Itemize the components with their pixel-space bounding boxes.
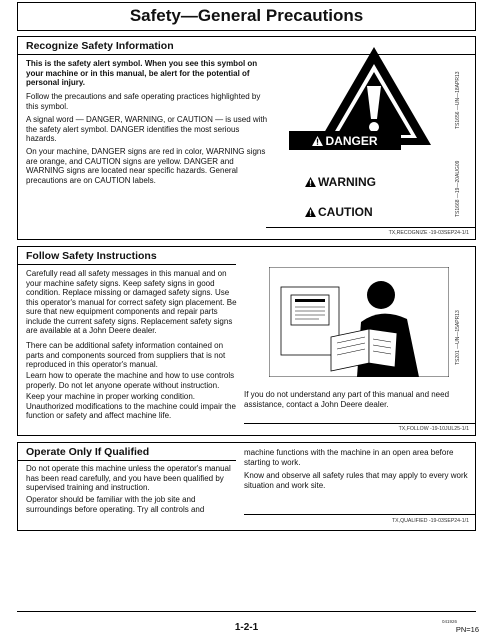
section-heading: Operate Only If Qualified bbox=[26, 446, 150, 458]
warning-triangle-icon bbox=[305, 177, 316, 187]
footer-divider bbox=[17, 611, 476, 612]
warning-triangle-icon bbox=[312, 136, 323, 146]
additional-info-paragraph: There can be additional safety information contained on parts and components sourced from suppliers that is not reproduced in this operator's manual. bbox=[26, 341, 226, 369]
section-follow-safety-instructions bbox=[17, 246, 476, 436]
ref-divider bbox=[244, 514, 475, 515]
ref-divider bbox=[266, 227, 475, 228]
person-reading-manual-illustration bbox=[269, 267, 449, 377]
danger-label: DANGER bbox=[325, 133, 378, 148]
learn-operate-paragraph: Learn how to operate the machine and how to use controls properly. Do not let anyone operate without instruction. bbox=[26, 371, 235, 390]
footer-code: 041926 bbox=[441, 619, 457, 624]
figure-reference: TS201 —UN—15APR13 bbox=[455, 310, 461, 365]
page-title: Safety—General Precautions bbox=[17, 2, 476, 31]
ref-divider bbox=[244, 423, 475, 424]
section-recognize-safety-information bbox=[17, 36, 476, 240]
caution-sign bbox=[305, 205, 373, 219]
section-heading: Follow Safety Instructions bbox=[26, 250, 157, 262]
pn-number: PN=16 bbox=[455, 625, 479, 634]
precautions-paragraph: Follow the precautions and safe operating practices highlighted by this symbol. bbox=[26, 92, 261, 111]
section-heading: Recognize Safety Information bbox=[26, 40, 174, 52]
section-reference: TX,FOLLOW -19-10JUL25-1/1 bbox=[398, 426, 469, 432]
warning-sign bbox=[305, 175, 376, 189]
page-number: 1-2-1 bbox=[234, 622, 259, 633]
warning-label: WARNING bbox=[318, 175, 376, 189]
safety-rules-paragraph: Know and observe all safety rules that may apply to every work situation and work site. bbox=[244, 471, 468, 490]
section-reference: TX,RECOGNIZE -19-03SEP24-1/1 bbox=[388, 230, 469, 236]
figure-reference-1: TS1656 —UN—18APR13 bbox=[455, 71, 461, 129]
proper-condition-paragraph: Keep your machine in proper working condition. Unauthorized modifications to the machine could impair the function or safety and affect machine life. bbox=[26, 392, 236, 420]
familiar-job-site-paragraph: Operator should be familiar with the job site and surroundings before operating. Try all controls and bbox=[26, 495, 205, 514]
read-messages-paragraph: Carefully read all safety messages in this manual and on your machine safety signs. Keep safety signs in good condition. Replace missing or damaged safety signs. Use this operator's manual for correct safety sign placement. Be sure that new equipment components and repair parts include the current safety signs. Replacement safety signs are available at a John Deere dealer. bbox=[26, 269, 237, 335]
caution-label: CAUTION bbox=[318, 205, 373, 219]
machine-functions-paragraph: machine functions with the machine in an open area before starting to work. bbox=[244, 448, 454, 467]
alert-symbol-paragraph: This is the safety alert symbol. When you see this symbol on your machine or in this manual, be alert for the potential of personal injury. bbox=[26, 59, 258, 87]
section-operate-only-if-qualified bbox=[17, 442, 476, 531]
figure-reference-2: TS1668 —19—20AUG09 bbox=[455, 160, 461, 217]
do-not-operate-paragraph: Do not operate this machine unless the operator's manual has been read carefully, and you have been qualified by supervised training and instruction. bbox=[26, 464, 231, 492]
heading-divider bbox=[18, 264, 236, 265]
contact-dealer-paragraph: If you do not understand any part of this manual and need assistance, contact a John Deere dealer. bbox=[244, 390, 450, 409]
heading-divider bbox=[18, 460, 236, 461]
warning-triangle-icon bbox=[305, 207, 316, 217]
sign-colors-paragraph: On your machine, DANGER signs are red in color, WARNING signs are orange, and CAUTION signs are yellow. DANGER and WARNING signs are located near specific hazards. General precautions are on CAUTION labels. bbox=[26, 147, 266, 185]
danger-sign bbox=[289, 131, 401, 150]
section-reference: TX,QUALIFIED -19-03SEP24-1/1 bbox=[392, 518, 469, 524]
signal-word-paragraph: A signal word — DANGER, WARNING, or CAUTION — is used with the safety alert symbol. DANGER identifies the most serious hazards. bbox=[26, 115, 268, 143]
